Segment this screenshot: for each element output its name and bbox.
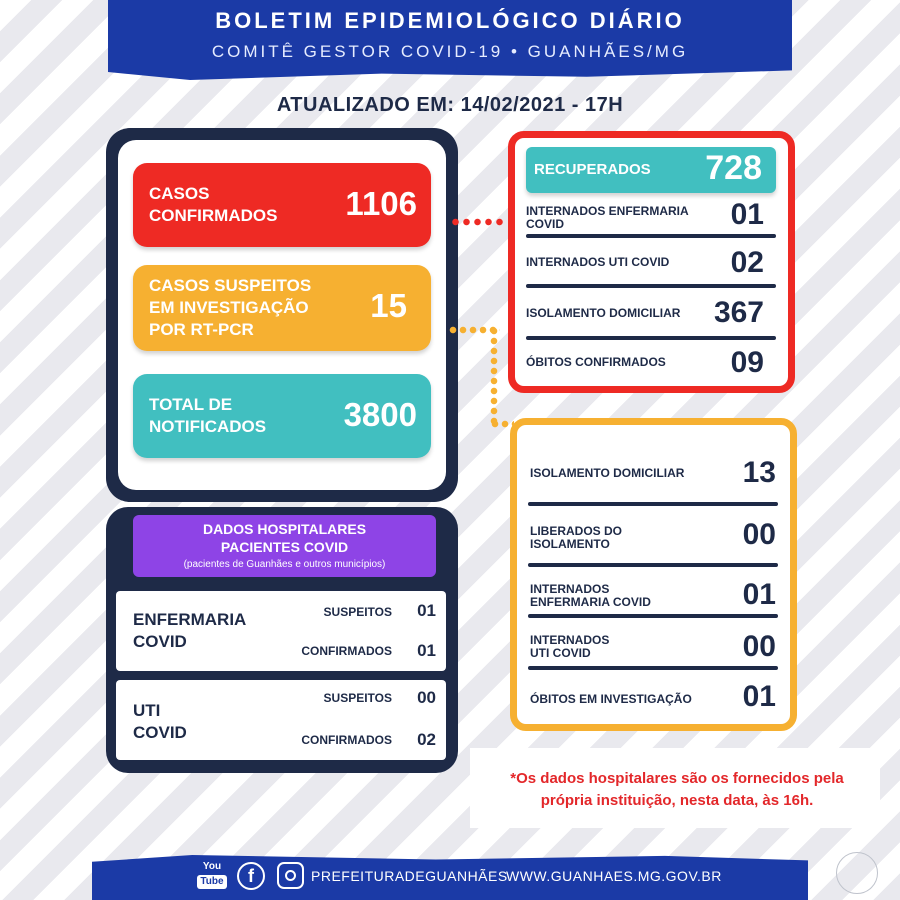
uti-name-2: COVID: [133, 723, 187, 742]
suspect-row-value: 00: [742, 630, 776, 663]
suspect-connector-vertical: [490, 326, 498, 426]
hospital-title-note: (pacientes de Guanhães e outros municípios): [183, 559, 386, 570]
row-label-line: INTERNADOS ENFERMARIA: [526, 204, 689, 218]
confirmed-row-value: 367: [713, 296, 764, 329]
updated-timestamp: ATUALIZADO EM: 14/02/2021 - 17H: [276, 94, 624, 116]
uti-confirmed-label: CONFIRMADOS: [301, 733, 392, 747]
enfermaria-box: [116, 591, 446, 671]
recovered-bar: [526, 147, 776, 193]
uti-confirmed-value: 02: [417, 730, 436, 749]
suspect-row-label: ÓBITOS EM INVESTIGAÇÃO: [530, 692, 692, 706]
suspect-row-value: 13: [742, 456, 776, 489]
recovered-label: RECUPERADOS: [534, 161, 651, 178]
row-label-line: INTERNADOS: [530, 582, 610, 596]
recovered-value: 728: [705, 149, 762, 187]
confirmed-row-label: ÓBITOS CONFIRMADOS: [526, 355, 666, 369]
enfermaria-confirmed-value: 01: [417, 641, 436, 660]
total-notified-value: 3800: [343, 396, 417, 433]
hospital-title-line-2: PACIENTES COVID: [220, 539, 349, 555]
row-label-line: INTERNADOS: [530, 633, 610, 647]
enfermaria-name-2: COVID: [133, 632, 187, 651]
row-label-line: UTI COVID: [530, 646, 591, 660]
row-divider: [526, 336, 776, 340]
suspect-cases-value: 15: [370, 287, 407, 324]
page-title: BOLETIM EPIDEMIOLÓGICO DIÁRIO: [215, 8, 685, 33]
confirmed-row-label: ISOLAMENTO DOMICILIAR: [526, 306, 681, 320]
instagram-icon[interactable]: [277, 862, 304, 889]
confirmed-row-label: [526, 205, 706, 231]
confirmed-row-value: 09: [730, 346, 764, 379]
uti-suspects-label: SUSPEITOS: [323, 691, 392, 705]
hospital-data-note: [470, 748, 880, 828]
row-divider: [526, 234, 776, 238]
confirmed-row-value: 02: [730, 246, 764, 279]
confirmed-cases-label-2: CONFIRMADOS: [149, 206, 278, 225]
row-label-line: LIBERADOS DO: [530, 524, 623, 538]
row-divider: [526, 284, 776, 288]
row-label-line: COVID: [526, 217, 565, 231]
confirmed-cases-label-1: CASOS: [149, 184, 210, 203]
confirmed-cases-value: 1106: [345, 185, 417, 222]
row-divider: [528, 502, 778, 506]
note-line-1: *Os dados hospitalares são os fornecidos pela: [510, 770, 844, 787]
suspect-row-label: [530, 634, 710, 660]
confirmed-row-value: 01: [730, 198, 764, 231]
note-line-2: própria instituição, nesta data, às 16h.: [540, 792, 814, 809]
website-link[interactable]: WWW.GUANHAES.MG.GOV.BR: [506, 868, 722, 884]
suspect-cases-card: [133, 265, 431, 351]
suspect-cases-label-3: POR RT-PCR: [149, 320, 254, 339]
row-divider: [528, 563, 778, 567]
suspect-cases-label-1: CASOS SUSPEITOS: [149, 276, 312, 295]
total-notified-label-2: NOTIFICADOS: [149, 417, 267, 436]
enfermaria-confirmed-label: CONFIRMADOS: [301, 644, 392, 658]
seal-logo: [836, 852, 878, 894]
social-handle[interactable]: PREFEITURADEGUANHÃES: [311, 868, 508, 884]
suspect-row-label: [530, 583, 710, 609]
youtube-icon-text-1: You: [202, 861, 222, 872]
youtube-icon[interactable]: [197, 861, 227, 891]
hospital-data-header: [133, 515, 436, 577]
total-notified-label-1: TOTAL DE: [149, 395, 233, 414]
uti-box: [116, 680, 446, 760]
enfermaria-suspects-value: 01: [417, 601, 436, 620]
total-notified-card: [133, 374, 431, 458]
confirmed-cases-card: [133, 163, 431, 247]
suspect-row-label: [530, 525, 710, 551]
suspect-cases-label-2: EM INVESTIGAÇÃO: [149, 298, 309, 317]
note-text: [474, 768, 880, 812]
confirmed-connector: [450, 218, 504, 226]
facebook-icon[interactable]: f: [237, 862, 265, 890]
enfermaria-name-1: ENFERMARIA: [133, 610, 247, 629]
suspect-row-label: ISOLAMENTO DOMICILIAR: [530, 466, 685, 480]
row-label-line: ISOLAMENTO: [530, 537, 610, 551]
youtube-icon-text-2: Tube: [197, 875, 226, 889]
suspect-row-value: 01: [742, 680, 776, 713]
suspect-row-value: 01: [742, 578, 776, 611]
row-divider: [528, 666, 778, 670]
uti-suspects-value: 00: [417, 688, 436, 707]
hospital-title-line-1: DADOS HOSPITALARES: [202, 521, 367, 537]
row-divider: [528, 614, 778, 618]
confirmed-row-label: INTERNADOS UTI COVID: [526, 255, 670, 269]
enfermaria-suspects-label: SUSPEITOS: [323, 605, 392, 619]
uti-name-1: UTI: [133, 701, 161, 720]
suspect-row-value: 00: [742, 518, 776, 551]
row-label-line: ENFERMARIA COVID: [530, 595, 651, 609]
page-subtitle: COMITÊ GESTOR COVID-19 • GUANHÃES/MG: [211, 42, 689, 61]
